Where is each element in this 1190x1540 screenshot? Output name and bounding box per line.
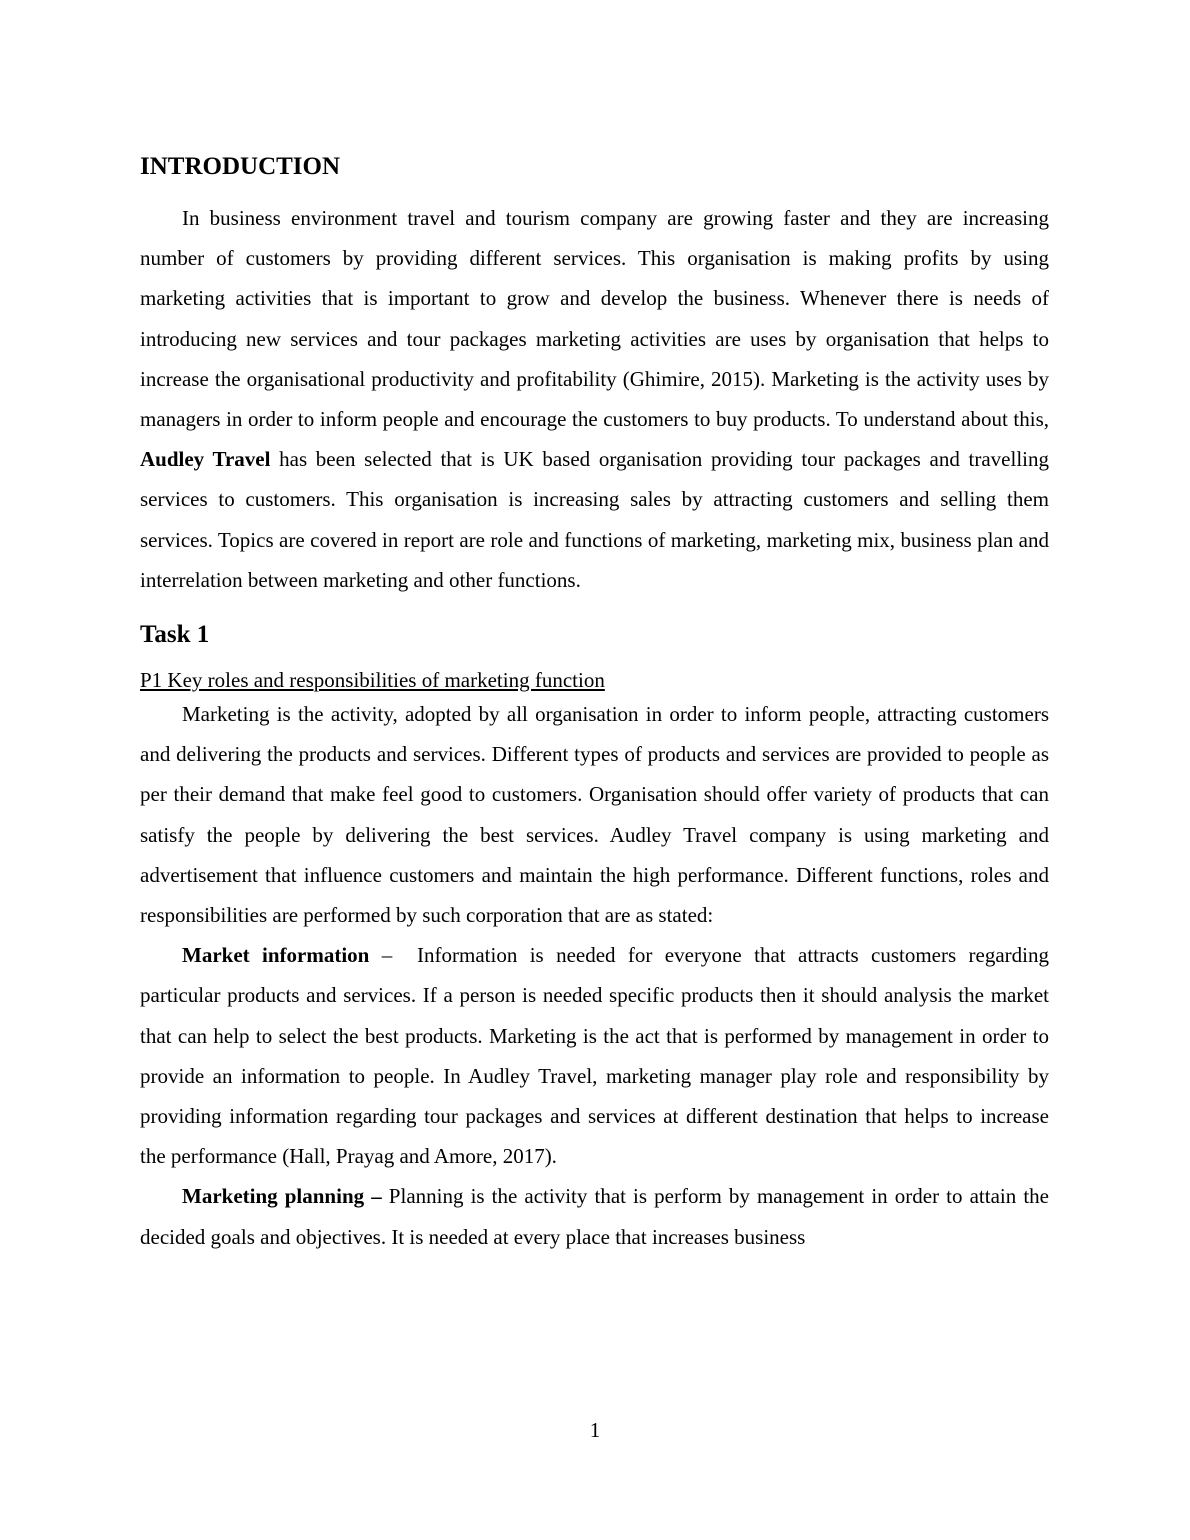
market-information-text: Information is needed for everyone that attracts customers regarding particular products and services. If a person is needed specific products then it should analysis the market that can help to select the best products. Marketing is the act that is performed by management in order to provide an information to people. In Audley Travel, marketing manager play role and responsibility by providing information regarding tour packages and services at different destination that helps to increase the performance (Hall, Prayag and Amore, 2017). <box>140 943 1050 1169</box>
company-name: Audley Travel <box>140 447 271 472</box>
market-information-separator: – <box>369 943 418 968</box>
marketing-planning-paragraph <box>140 1176 1049 1256</box>
intro-text-end: has been selected that is UK based organisation providing tour packages and travelling services to customers. This organisation is increasing sales by attracting customers and selling them services. Topics are covered in report are role and functions of marketing, marketing mix, business plan and interrelation between marketing and other functions. <box>140 447 1049 592</box>
document-page <box>140 150 1049 1257</box>
market-information-paragraph <box>140 935 1049 1176</box>
marketing-planning-label: Marketing planning – <box>182 1184 382 1209</box>
intro-text-start: In business environment travel and tourism company are growing faster and they are increasing number of customers by providing different services. This organisation is making profits by using marketing activities that is important to grow and develop the business. Whenever there is needs of introducing new services and tour packages marketing activities are uses by organisation that helps to increase the organisational productivity and profitability (Ghimire, 2015). Marketing is the activity uses by managers in order to inform people and encourage the customers to buy products. To understand about this, <box>140 206 1049 432</box>
introduction-heading: INTRODUCTION <box>140 153 341 180</box>
marketing-planning-text: Planning is the activity that is perform by management in order to attain the decided goals and objectives. It is needed at every place that increases business <box>140 1184 1049 1249</box>
page-number: 1 <box>589 1418 601 1442</box>
marketing-overview-paragraph: Marketing is the activity, adopted by all organisation in order to inform people, attracting customers and delivering the products and services. Different types of products and services are provided to people as per their demand that make feel good to customers. Organisation should offer variety of products that can satisfy the people by delivering the best services. Audley Travel company is using marketing and advertisement that influence customers and maintain the high performance. Different functions, roles and responsibilities are performed by such corporation that are as stated: <box>140 702 1049 928</box>
task-1-heading: Task 1 <box>140 621 210 649</box>
p1-subheading: P1 Key roles and responsibilities of marketing function <box>140 668 605 693</box>
introduction-paragraph <box>140 198 1049 600</box>
market-information-label: Market information <box>182 943 370 968</box>
